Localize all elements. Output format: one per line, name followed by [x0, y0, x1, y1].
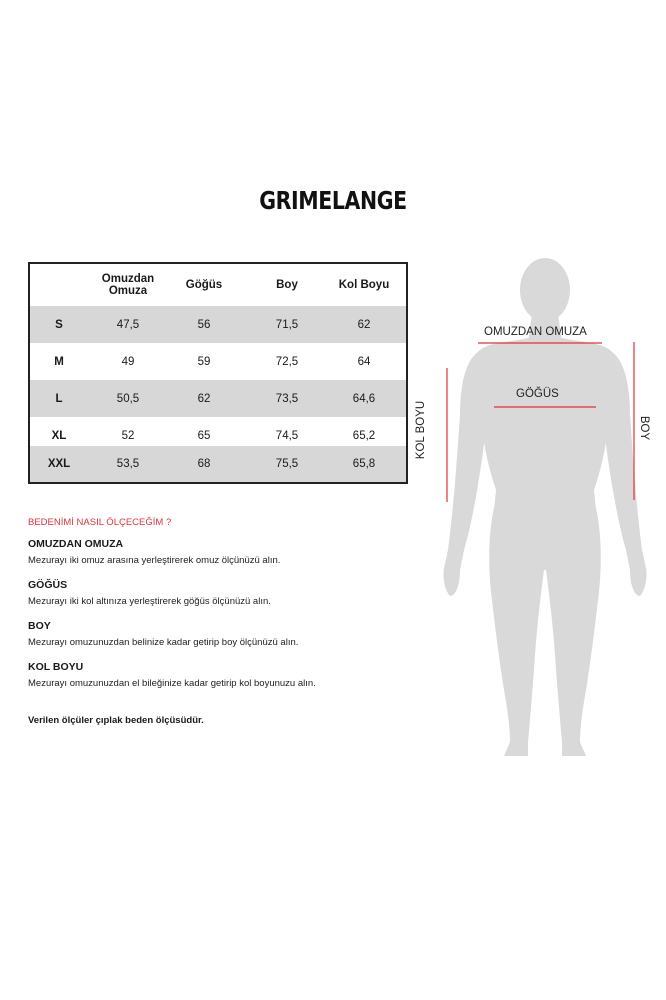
chest-cell: 59	[197, 355, 211, 368]
sleeve-cell: 65,8	[352, 458, 376, 470]
table-row	[30, 380, 406, 417]
guide-text-shoulder: Mezurayı iki omuz arasına yerleştirerek omuz ölçünüzü alın.	[28, 555, 281, 566]
guide-note: Verilen ölçüler çıplak beden ölçüsüdür.	[28, 715, 204, 726]
size-cell: XL	[51, 429, 67, 442]
length-cell: 74,5	[275, 429, 299, 442]
brand-logo: GRIMELANGE	[259, 186, 407, 215]
length-cell: 75,5	[275, 458, 299, 470]
size-cell: S	[55, 318, 63, 331]
label-chest: GÖĞÜS	[516, 388, 559, 400]
header-size	[30, 264, 88, 306]
shoulder-cell: 47,5	[116, 318, 140, 331]
chest-cell: 62	[197, 392, 211, 405]
header-shoulder-line1: Omuzdan	[101, 273, 155, 285]
size-cell: L	[55, 392, 63, 405]
guide-text-chest: Mezurayı iki kol altınıza yerleştirerek göğüs ölçünüzü alın.	[28, 596, 271, 607]
header-length: Boy	[276, 279, 298, 291]
length-cell: 73,5	[275, 392, 299, 405]
header-sleeve: Kol Boyu	[338, 279, 390, 291]
shoulder-cell: 49	[121, 355, 135, 368]
table-header-row	[30, 264, 406, 306]
body-measurement-figure	[415, 250, 666, 770]
length-cell: 71,5	[275, 318, 299, 331]
guide-text-length: Mezurayı omuzunuzdan belinize kadar getirip boy ölçünüzü alın.	[28, 637, 299, 648]
guide-heading-sleeve: KOL BOYU	[28, 661, 84, 673]
sleeve-cell: 64	[357, 355, 371, 368]
chest-cell: 68	[197, 458, 211, 470]
label-shoulder: OMUZDAN OMUZA	[484, 326, 587, 338]
guide-text-sleeve: Mezurayı omuzunuzdan el bileğinize kadar getirip kol boyunuzu alın.	[28, 678, 316, 689]
sleeve-cell: 64,6	[352, 392, 376, 405]
table-row	[30, 343, 406, 380]
chest-cell: 56	[197, 318, 211, 331]
header-shoulder	[98, 264, 158, 306]
guide-heading-chest: GÖĞÜS	[28, 579, 68, 591]
size-cell: XXL	[47, 458, 71, 470]
shoulder-cell: 53,5	[116, 458, 140, 470]
label-length: BOY	[638, 415, 651, 441]
size-table	[28, 262, 408, 484]
table-row	[30, 306, 406, 343]
length-cell: 72,5	[275, 355, 299, 368]
guide-title: BEDENİMİ NASIL ÖLÇECEĞİM ?	[28, 517, 172, 528]
table-row	[30, 446, 406, 482]
shoulder-cell: 50,5	[116, 392, 140, 405]
shoulder-cell: 52	[121, 429, 135, 442]
guide-heading-length: BOY	[28, 620, 51, 632]
sleeve-cell: 65,2	[352, 429, 376, 442]
chest-cell: 65	[197, 429, 211, 442]
header-chest: Göğüs	[185, 279, 223, 291]
header-shoulder-line2: Omuza	[108, 285, 148, 297]
sleeve-cell: 62	[357, 318, 371, 331]
guide-heading-shoulder: OMUZDAN OMUZA	[28, 538, 124, 550]
size-cell: M	[54, 355, 64, 368]
label-sleeve: KOL BOYU	[415, 400, 428, 460]
